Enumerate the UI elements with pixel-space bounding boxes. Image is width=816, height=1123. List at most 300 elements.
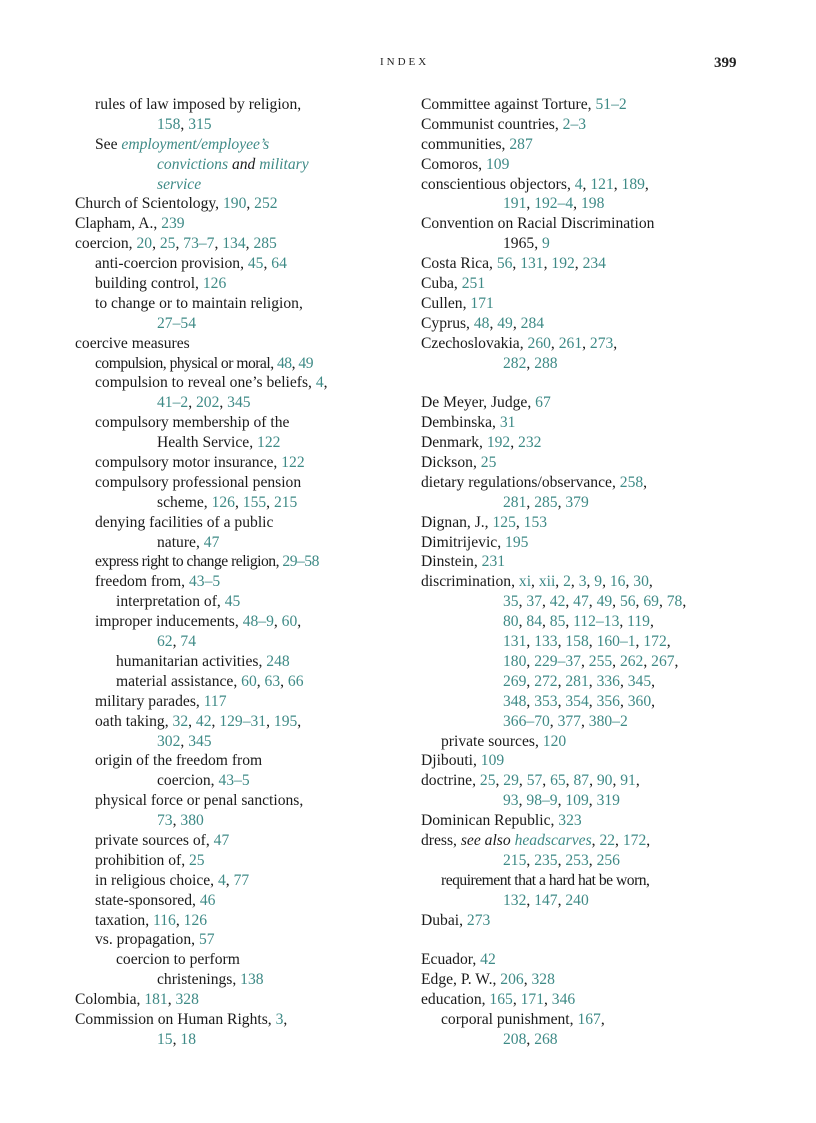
page-reference-link: 3 <box>578 573 587 591</box>
page-reference-link: convictions <box>157 155 229 173</box>
index-subentry: anti-coercion provision, 45, 64 <box>95 255 287 273</box>
index-entry: 35, 37, 42, 47, 49, 56, 69, 78, <box>503 593 687 611</box>
page-reference-link: 119 <box>627 613 650 631</box>
page-reference-link: 348 <box>503 692 527 710</box>
index-entry <box>421 294 761 314</box>
index-subentry <box>75 652 410 672</box>
page-reference-link: 69 <box>643 593 659 611</box>
index-subentry <box>75 592 410 612</box>
index-term: See <box>95 135 118 153</box>
index-term: coercion to perform <box>116 951 240 969</box>
index-subentry <box>75 572 410 592</box>
see-reference <box>75 175 410 195</box>
index-subentry: corporal punishment, 167, <box>441 1010 605 1028</box>
index-term: Djibouti, <box>421 752 477 770</box>
index-term: to change or to maintain religion, <box>95 294 303 312</box>
page-reference-link: 328 <box>531 971 555 989</box>
index-term: prohibition of, <box>95 851 186 869</box>
page-reference-link: 46 <box>199 891 216 909</box>
index-subentry <box>75 930 410 950</box>
index-subentry: 73, 380 <box>157 812 204 830</box>
page-reference-link: 47 <box>573 593 589 611</box>
page-reference-link: 93 <box>503 792 519 810</box>
page-reference-link: 379 <box>565 493 589 511</box>
page-reference-link: 43–5 <box>218 772 250 790</box>
index-column-left <box>75 95 410 1050</box>
index-subentry <box>75 771 410 791</box>
page-reference-link: 198 <box>580 195 605 213</box>
page-reference-link: 288 <box>534 354 558 372</box>
index-subentry <box>75 314 410 334</box>
page-reference-link: 155 <box>242 493 267 511</box>
page-reference-link: 87 <box>573 772 590 790</box>
index-term: Edge, P. W., <box>421 971 497 989</box>
page-reference-link: 260 <box>527 334 551 352</box>
index-entry: 80, 84, 85, 112–13, 119, <box>503 613 654 631</box>
page-reference-link: 206 <box>500 971 524 989</box>
page-reference-link: 192–4 <box>534 195 574 213</box>
running-head: INDEX <box>380 56 430 68</box>
page-reference-link: 22 <box>599 831 616 849</box>
index-subentry: improper inducements, 48–9, 60, <box>95 613 302 631</box>
page-reference-link: 49 <box>497 314 513 332</box>
index-entry <box>421 274 761 294</box>
page-reference-link: 302 <box>157 732 181 750</box>
page-reference-link: 138 <box>240 971 264 989</box>
index-term: improper inducements, <box>95 613 239 631</box>
page-reference-link: 272 <box>534 672 558 690</box>
index-entry <box>421 811 761 831</box>
page-reference-link: 74 <box>180 633 196 651</box>
index-term: state-sponsored, <box>95 891 196 909</box>
index-entry: Edge, P. W., 206, 328 <box>421 971 555 989</box>
page-reference-link: 122 <box>257 434 281 452</box>
page-reference-link: 90 <box>596 772 613 790</box>
index-term: Dimitrijevic, <box>421 533 502 551</box>
index-term: interpretation of, <box>116 593 221 611</box>
index-subentry <box>75 552 410 572</box>
index-term: scheme, <box>157 493 208 511</box>
page-reference-link: 346 <box>551 991 576 1009</box>
page-reference-link: 48 <box>277 354 292 372</box>
page-header <box>0 55 816 75</box>
page-reference-link: 172 <box>622 831 647 849</box>
page-reference-link: 262 <box>619 652 644 670</box>
index-term: communities, <box>421 135 506 153</box>
index-term: discrimination, <box>421 573 515 591</box>
page-reference-link: 261 <box>558 334 583 352</box>
page-reference-link: 25 <box>189 851 205 869</box>
index-subentry <box>75 294 410 314</box>
index-term: coercion, <box>157 772 215 790</box>
page-reference-link: xii <box>538 573 556 591</box>
page-reference-link: 328 <box>175 991 199 1009</box>
index-entry: Czechoslovakia, 260, 261, 273, <box>421 334 618 352</box>
index-subentry: 208, 268 <box>503 1030 558 1048</box>
page-reference-link: 195 <box>505 533 529 551</box>
page-reference-link: 189 <box>621 175 645 193</box>
index-entry: 158, 315 <box>157 115 212 133</box>
page-reference-link: 49 <box>596 593 613 611</box>
index-subentry <box>75 791 410 811</box>
index-term: in religious choice, <box>95 871 215 889</box>
page-reference-link: 345 <box>227 394 251 412</box>
page-reference-link: 165 <box>489 991 513 1009</box>
index-subentry <box>421 732 761 752</box>
index-term: Communist countries, <box>421 115 559 133</box>
index-entry: 180, 229–37, 255, 262, 267, <box>503 652 679 670</box>
index-entry <box>75 214 410 234</box>
index-term: Dickson, <box>421 454 477 472</box>
page-reference-link: 126 <box>183 911 208 929</box>
index-subentry: compulsion to reveal one’s beliefs, 4, <box>95 374 328 392</box>
page-reference-link: 258 <box>619 473 644 491</box>
index-term: freedom from, <box>95 573 186 591</box>
index-term: Convention on Racial Discrimination <box>421 215 655 233</box>
index-term: Clapham, A., <box>75 215 158 233</box>
page-reference-link: 315 <box>188 115 212 133</box>
page-reference-link: 57 <box>198 931 215 949</box>
page-reference-link: 281 <box>565 672 589 690</box>
index-entry: 93, 98–9, 109, 319 <box>503 792 620 810</box>
index-term: Dignan, J., <box>421 513 489 531</box>
page-reference-link: 98–9 <box>526 792 558 810</box>
page-reference-link: 195 <box>273 712 298 730</box>
index-subentry: in religious choice, 4, 77 <box>95 871 250 889</box>
page-reference-link: 129–31 <box>219 712 267 730</box>
index-entry: conscientious objectors, 4, 121, 189, <box>421 175 649 193</box>
page-reference-link: 147 <box>534 891 558 909</box>
index-subentry <box>75 831 410 851</box>
page-reference-link: 47 <box>203 533 220 551</box>
page-reference-link: 229–37 <box>534 652 581 670</box>
page-reference-link: 380–2 <box>588 712 628 730</box>
index-entry: Commission on Human Rights, 3, <box>75 1010 288 1028</box>
page-reference-link: 380 <box>180 812 204 830</box>
index-entry: 191, 192–4, 198 <box>503 195 605 213</box>
page-reference-link: 42 <box>480 951 496 969</box>
index-term: Costa Rica, <box>421 255 493 273</box>
page-reference-link: 231 <box>481 553 506 571</box>
index-entry <box>421 911 761 931</box>
index-term: nature, <box>157 533 200 551</box>
page-reference-link: 171 <box>520 991 544 1009</box>
page-reference-link: 160–1 <box>596 633 636 651</box>
index-term: Colombia, <box>75 991 141 1009</box>
index-term: denying facilities of a public <box>95 513 274 531</box>
index-term: Cullen, <box>421 294 467 312</box>
page-reference-link: 215 <box>273 493 298 511</box>
page-reference-link: 345 <box>627 672 652 690</box>
page-reference-link: 9 <box>542 235 550 253</box>
page-reference-link: service <box>157 175 202 193</box>
page-reference-link: 84 <box>526 613 542 631</box>
page-reference-link: 117 <box>203 692 227 710</box>
page-reference-link: 27–54 <box>157 314 196 332</box>
index-entry <box>421 115 761 135</box>
index-entry <box>75 334 410 354</box>
page-reference-link: 248 <box>266 652 290 670</box>
page-reference-link: 235 <box>534 851 558 869</box>
index-entry <box>421 214 761 234</box>
index-term: christenings, <box>157 971 237 989</box>
page-reference-link: 41–2 <box>157 394 189 412</box>
page-reference-link: 73–7 <box>183 235 215 253</box>
index-term: Commission on Human Rights, <box>75 1010 272 1028</box>
index-entry: Colombia, 181, 328 <box>75 991 199 1009</box>
index-entry <box>421 135 761 155</box>
page-reference-link: 73 <box>157 812 173 830</box>
index-entry: dietary regulations/observance, 258, <box>421 473 648 491</box>
page-reference-link: 215 <box>503 851 527 869</box>
see-reference <box>75 135 410 155</box>
index-subentry: scheme, 126, 155, 215 <box>157 493 298 511</box>
index-entry: 281, 285, 379 <box>503 493 589 511</box>
page-reference-link: 25 <box>480 454 497 472</box>
page-reference-link: 49 <box>298 354 313 372</box>
page-reference-link: 60 <box>281 613 298 631</box>
index-subentry: compulsion, physical or moral, 48, 49 <box>95 354 313 372</box>
index-subentry <box>75 751 410 771</box>
page-reference-link: 345 <box>188 732 212 750</box>
page-reference-link: 57 <box>526 772 543 790</box>
page-reference-link: 256 <box>596 851 620 869</box>
page-reference-link: 353 <box>534 692 558 710</box>
letter-group-gap <box>421 930 761 950</box>
page-reference-link: 287 <box>509 135 533 153</box>
index-entry <box>421 751 761 771</box>
index-subentry: material assistance, 60, 63, 66 <box>116 672 304 690</box>
page-reference-link: 45 <box>224 593 241 611</box>
page-reference-link: 190 <box>222 195 247 213</box>
page-reference-link: 366–70 <box>503 712 550 730</box>
page-reference-link: 180 <box>503 652 527 670</box>
page-reference-link: 239 <box>161 215 185 233</box>
page-reference-link: 109 <box>486 155 510 173</box>
page-number: 399 <box>714 55 737 71</box>
index-term: compulsory membership of the <box>95 414 290 432</box>
page-reference-link: 109 <box>480 752 505 770</box>
page-reference-link: 47 <box>213 831 230 849</box>
index-term: Church of Scientology, <box>75 195 220 213</box>
index-entry <box>421 533 761 553</box>
see-reference <box>75 155 410 175</box>
index-subentry <box>75 433 410 453</box>
index-term: oath taking, <box>95 712 169 730</box>
index-term: physical force or penal sanctions, <box>95 792 304 810</box>
index-subentry <box>75 274 410 294</box>
index-term: private sources of, <box>95 831 210 849</box>
index-entry: 131, 133, 158, 160–1, 172, <box>503 633 671 651</box>
index-entry: coercion, 20, 25, 73–7, 134, 285 <box>75 235 277 253</box>
page-reference-link: 251 <box>461 275 486 293</box>
page-reference-link: 285 <box>534 493 558 511</box>
index-entry: 269, 272, 281, 336, 345, <box>503 672 656 690</box>
index-term: Czechoslovakia, <box>421 334 524 352</box>
index-subentry: 62, 74 <box>157 633 196 651</box>
index-entry <box>421 552 761 572</box>
page-reference-link: xi <box>518 573 532 591</box>
index-term: requirement that a hard hat be worn, <box>441 871 650 889</box>
page-reference-link: 273 <box>466 911 491 929</box>
index-subentry: 41–2, 202, 345 <box>157 394 251 412</box>
index-term: vs. propagation, <box>95 931 196 949</box>
page-reference-link: 37 <box>526 593 542 611</box>
page-reference-link: 43–5 <box>188 573 221 591</box>
index-term: Committee against Torture, <box>421 96 592 113</box>
page-reference-link: 232 <box>518 434 542 452</box>
index-term: military parades, <box>95 692 200 710</box>
page-reference-link: 62 <box>157 633 173 651</box>
page-reference-link: 323 <box>558 812 582 830</box>
index-term: Dominican Republic, <box>421 812 555 830</box>
page-reference-link: 2 <box>563 573 571 591</box>
index-term: express right to change religion, <box>95 553 279 571</box>
page-reference-link: 240 <box>565 891 589 909</box>
index-term: material assistance, <box>116 672 238 690</box>
index-term: Cyprus, <box>421 314 470 332</box>
index-entry <box>421 155 761 175</box>
index-subentry <box>75 970 410 990</box>
page-reference-link: 269 <box>503 672 527 690</box>
index-term: Dubai, <box>421 911 464 929</box>
index-term: humanitarian activities, <box>116 652 263 670</box>
page-reference-link: 42 <box>549 593 566 611</box>
page-reference-link: 284 <box>520 314 545 332</box>
page-reference-link: 281 <box>503 493 527 511</box>
page-reference-link: 85 <box>549 613 566 631</box>
index-term: compulsion, physical or moral, <box>95 354 274 372</box>
page-reference-link: 112–13 <box>573 613 620 631</box>
index-subentry <box>75 950 410 970</box>
index-entry: 215, 235, 253, 256 <box>503 851 620 869</box>
index-term: compulsory motor insurance, <box>95 454 278 472</box>
index-entry <box>421 95 761 115</box>
page-reference-link: 377 <box>557 712 581 730</box>
page-reference-link: 25 <box>159 235 176 253</box>
index-subentry <box>75 453 410 473</box>
index-entry: discrimination, xi, xii, 2, 3, 9, 16, 30, <box>421 573 653 591</box>
page-reference-link: 2–3 <box>562 115 587 133</box>
page-reference-link: 132 <box>503 891 527 909</box>
page-reference-link: 273 <box>589 334 614 352</box>
index-subentry <box>75 533 410 553</box>
page-reference-link: 134 <box>222 235 246 253</box>
index-term: De Meyer, Judge, <box>421 394 532 412</box>
page-reference-link: 4 <box>218 871 226 889</box>
index-subentry <box>75 891 410 911</box>
page-reference-link: 66 <box>287 672 304 690</box>
page-reference-link: 252 <box>254 195 278 213</box>
page-reference-link: 16 <box>609 573 626 591</box>
page-reference-link: 15 <box>157 1030 173 1048</box>
index-subentry <box>75 513 410 533</box>
index-subentry: oath taking, 32, 42, 129–31, 195, <box>95 712 302 730</box>
page-reference-link: 158 <box>157 115 181 133</box>
letter-group-gap <box>421 373 761 393</box>
page-reference-link: 122 <box>281 454 305 472</box>
page-reference-link: 80 <box>503 613 519 631</box>
index-entry: dress, see also headscarves, 22, 172, <box>421 831 651 849</box>
page-reference-link: 3 <box>275 1010 284 1028</box>
index-entry: 366–70, 377, 380–2 <box>503 712 628 730</box>
page-reference-link: 30 <box>633 573 649 591</box>
index-term: 1965, <box>503 235 539 253</box>
index-subentry <box>421 871 761 891</box>
page-reference-link: 360 <box>627 692 652 710</box>
page-reference-link: 131 <box>520 255 544 273</box>
page-reference-link: 133 <box>534 633 558 651</box>
page-reference-link: 285 <box>253 235 277 253</box>
index-term: doctrine, <box>421 772 476 790</box>
index-term: origin of the freedom from <box>95 752 263 770</box>
page-reference-link: 354 <box>565 692 589 710</box>
index-entry <box>421 234 761 254</box>
index-term: Cuba, <box>421 275 458 293</box>
index-entry: Dignan, J., 125, 153 <box>421 513 548 531</box>
page-reference-link: 120 <box>542 732 567 750</box>
page-reference-link: 29–58 <box>282 553 319 571</box>
page-reference-link: 65 <box>550 772 566 790</box>
index-entry: Costa Rica, 56, 131, 192, 234 <box>421 255 606 273</box>
page-reference-link: 181 <box>144 991 168 1009</box>
page-reference-link: 356 <box>596 692 620 710</box>
page-reference-link: 32 <box>172 712 189 730</box>
index-entry: 348, 353, 354, 356, 360, <box>503 692 656 710</box>
page-reference-link: 208 <box>503 1030 527 1048</box>
index-term: dress, <box>421 831 457 849</box>
page-reference-link: 56 <box>619 593 636 611</box>
page-reference-link: 253 <box>565 851 589 869</box>
page-reference-link: 29 <box>503 772 519 790</box>
page-reference-link: military <box>259 155 309 173</box>
page-reference-link: 91 <box>620 772 636 790</box>
page-reference-link: 9 <box>594 573 603 591</box>
index-term: rules of law imposed by religion, <box>95 96 302 113</box>
index-term: Dembinska, <box>421 414 496 432</box>
page-reference-link: 56 <box>496 255 513 273</box>
index-term: compulsion to reveal one’s beliefs, <box>95 374 312 392</box>
page-reference-link: 126 <box>202 275 227 293</box>
page-reference-link: 336 <box>596 672 620 690</box>
page-reference-link: 31 <box>499 414 516 432</box>
index-entry: Cyprus, 48, 49, 284 <box>421 314 545 332</box>
page-reference-link: 319 <box>596 792 620 810</box>
page-reference-link: 18 <box>180 1030 196 1048</box>
index-entry: Church of Scientology, 190, 252 <box>75 195 278 213</box>
page-reference-link: 116 <box>153 911 176 929</box>
index-term: Ecuador, <box>421 951 477 969</box>
page-reference-link: 268 <box>534 1030 558 1048</box>
index-entry: 282, 288 <box>503 354 558 372</box>
page-reference-link: employment/employee’s <box>121 135 270 153</box>
page-reference-link: 158 <box>565 633 589 651</box>
index-term: Dinstein, <box>421 553 478 571</box>
index-subentry <box>75 473 410 493</box>
index-term: and <box>231 155 256 173</box>
page-reference-link: 67 <box>535 394 551 412</box>
page-reference-link: 192 <box>551 255 575 273</box>
page-reference-link: 153 <box>523 513 548 531</box>
page-reference-link: 42 <box>195 712 212 730</box>
page-reference-link: 63 <box>264 672 281 690</box>
page-reference-link: 192 <box>486 434 511 452</box>
page-reference-link: 202 <box>195 394 220 412</box>
index-term: corporal punishment, <box>441 1010 574 1028</box>
page-reference-link: 51–2 <box>595 96 627 113</box>
page-reference-link: 4 <box>574 175 583 193</box>
index-term: conscientious objectors, <box>421 175 571 193</box>
